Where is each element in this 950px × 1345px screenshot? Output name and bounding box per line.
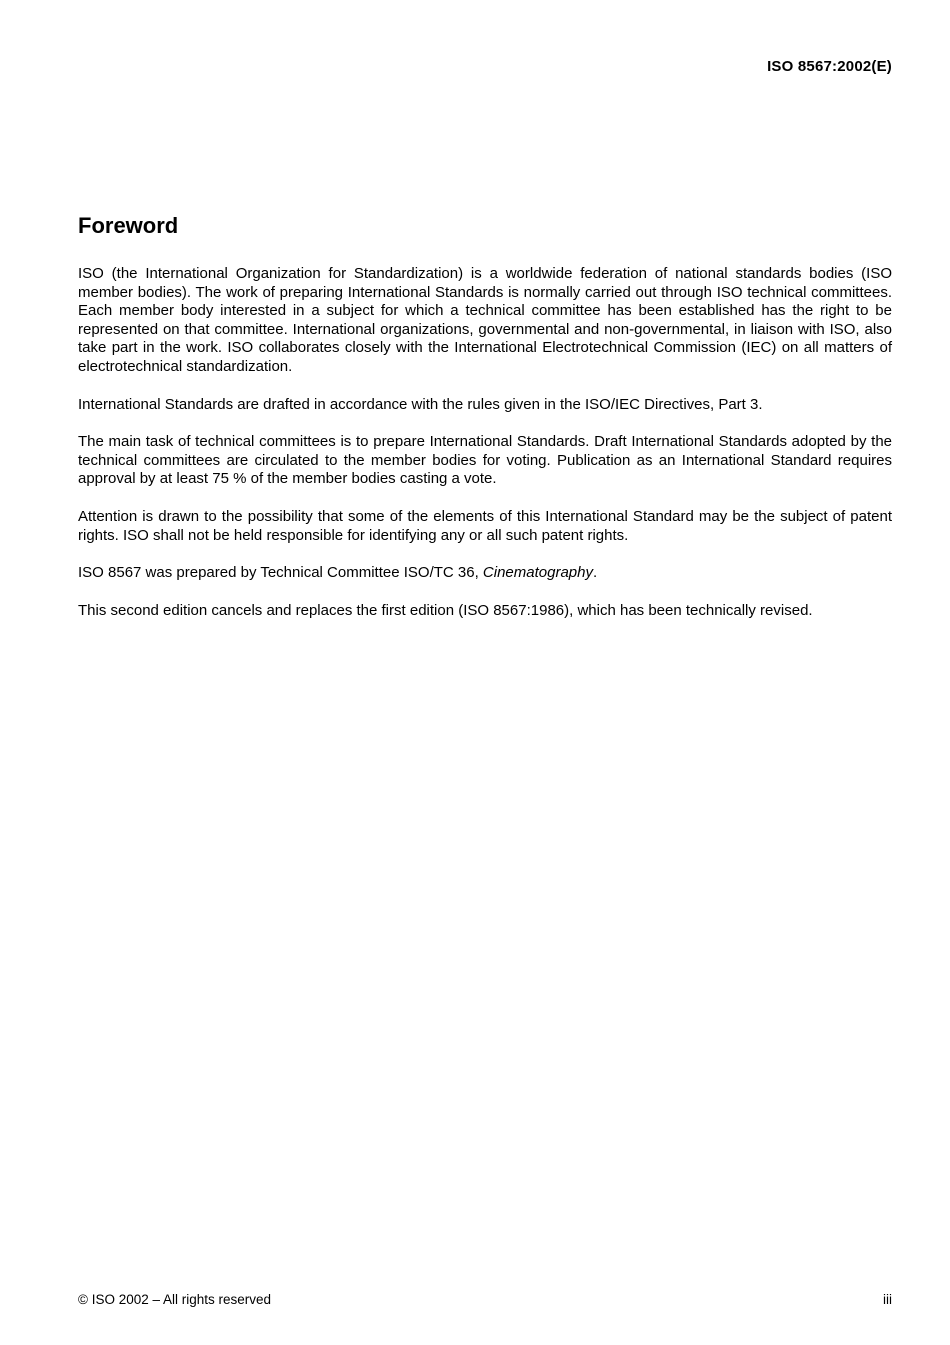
paragraph-second-edition: This second edition cancels and replaces the first edition (ISO 8567:1986), which has been technically revised. (78, 601, 813, 619)
document-id: ISO 8567:2002(E) (767, 58, 892, 75)
page-footer (78, 1292, 892, 1307)
prepared-by-text: ISO 8567 was prepared by Technical Committee ISO/TC 36, (78, 564, 483, 582)
paragraph-iso-federation: ISO (the International Organization for Standardization) is a worldwide federation of national standards bodies (ISO member bodies). The work of preparing International Standards is normally carried out through ISO technical committees. Each member body interested in a subject for which a technical committee has been established has the right to be represented on that committee. International organizations, governmental and non-governmental, in liaison with ISO, also take part in the work. ISO collaborates closely with the International Electrotechnical Commission (IEC) on all matters of electrotechnical standardization. (78, 265, 892, 375)
paragraph-main-task: The main task of technical committees is to prepare International Standards. Draft International Standards adopted by the technical committees are circulated to the member bodies for voting. Publication as an International Standard requires approval by at least 75 % of the member bodies casting a vote. (78, 433, 892, 488)
paragraph-patent-rights: Attention is drawn to the possibility that some of the elements of this International Standard may be the subject of patent rights. ISO shall not be held responsible for identifying any or all such patent rights. (78, 507, 892, 544)
committee-name: Cinematography (482, 564, 593, 582)
page-number: iii (883, 1292, 892, 1307)
paragraph-prepared-by (78, 564, 892, 583)
copyright-notice: © ISO 2002 – All rights reserved (78, 1292, 272, 1307)
page-header (78, 58, 892, 75)
paragraph-directives: International Standards are drafted in accordance with the rules given in the ISO/IEC Directives, Part 3. (78, 395, 763, 413)
document-body (78, 265, 892, 620)
prepared-by-period: . (592, 564, 598, 582)
section-title: Foreword (78, 213, 179, 238)
